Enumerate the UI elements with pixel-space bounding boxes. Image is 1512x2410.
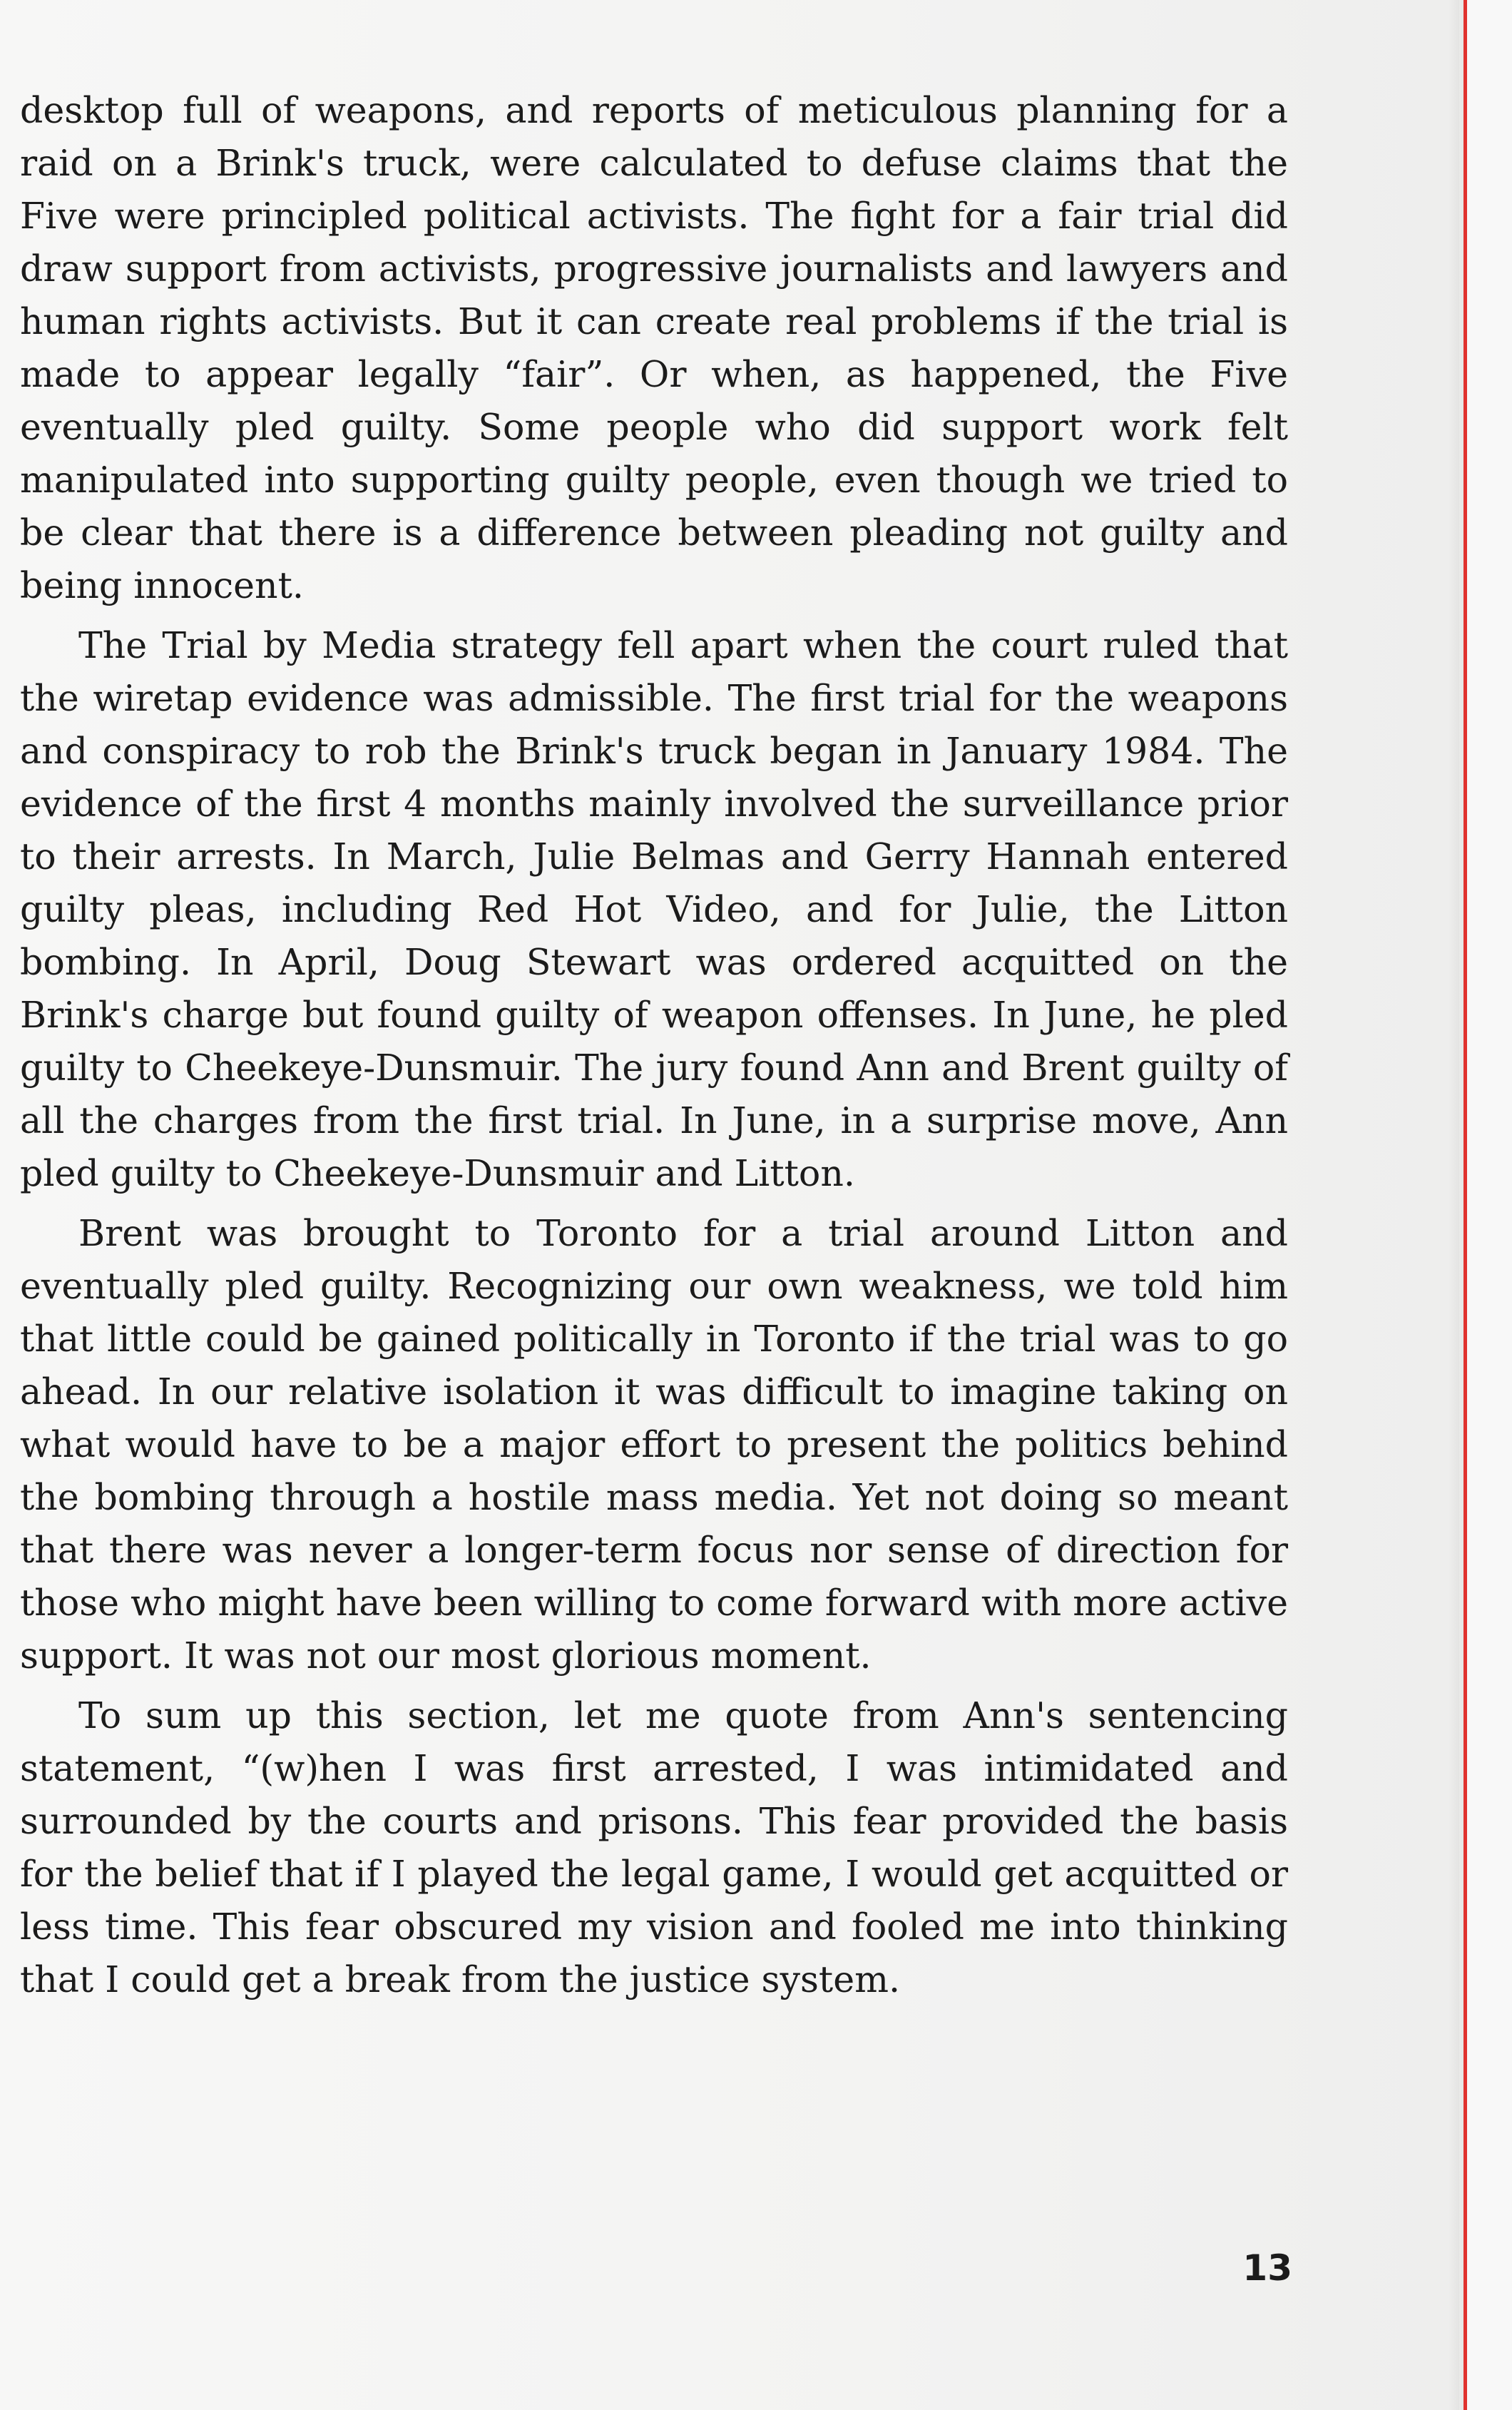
page-number: 13 <box>1242 2247 1292 2289</box>
paragraph-1: desktop full of weapons, and reports of meticulous planning for a raid on a Brink's truck, were calculated to defuse claims that the Five were principled political activists. The fight for a fair trial did draw support from activists, progressive journalists and lawyers and human rights activists. But it can create real problems if the trial is made to appear legally “fair”. Or when, as happened, the Five eventually pled guilty. Some people who did support work felt manipulated into supporting guilty people, even though we tried to be clear that there is a difference between pleading not guilty and being innocent. <box>20 89 1288 606</box>
paragraph-3: Brent was brought to Toronto for a trial around Litton and eventually pled guilty. Recognizing our own weakness, we told him that little could be gained politically in Toronto if the trial was to go ahead. In our relative isolation it was difficult to imagine taking on what would have to be a major effort to present the politics behind the bombing through a hostile mass media. Yet not doing so meant that there was never a longer-term focus nor sense of direction for those who might have been willing to come forward with more active support. It was not our most glorious moment. <box>20 1212 1288 1677</box>
paragraph-2: The Trial by Media strategy fell apart when the court ruled that the wiretap evidence was admissible. The first trial for the weapons and conspiracy to rob the Brink's truck began in January 1984. The evidence of the first 4 months mainly involved the surveillance prior to their arrests. In March, Julie Belmas and Gerry Hannah entered guilty pleas, including Red Hot Video, and for Julie, the Litton bombing. In April, Doug Stewart was ordered acquitted on the Brink's charge but found guilty of weapon offenses. In June, he pled guilty to Cheekeye-Dunsmuir. The jury found Ann and Brent guilty of all the charges from the first trial. In June, in a surprise move, Ann pled guilty to Cheekeye-Dunsmuir and Litton. <box>20 624 1288 1194</box>
scan-margin <box>1467 0 1512 2410</box>
body-text <box>20 84 1288 2013</box>
page-shadow <box>1448 0 1464 2410</box>
paragraph-4: To sum up this section, let me quote from Ann's sentencing statement, “(w)hen I was first arrested, I was intimidated and surrounded by the courts and prisons. This fear provided the basis for the belief that if I played the legal game, I would get acquitted or less time. This fear obscured my vision and fooled me into thinking that I could get a break from the justice system. <box>20 1694 1288 2000</box>
